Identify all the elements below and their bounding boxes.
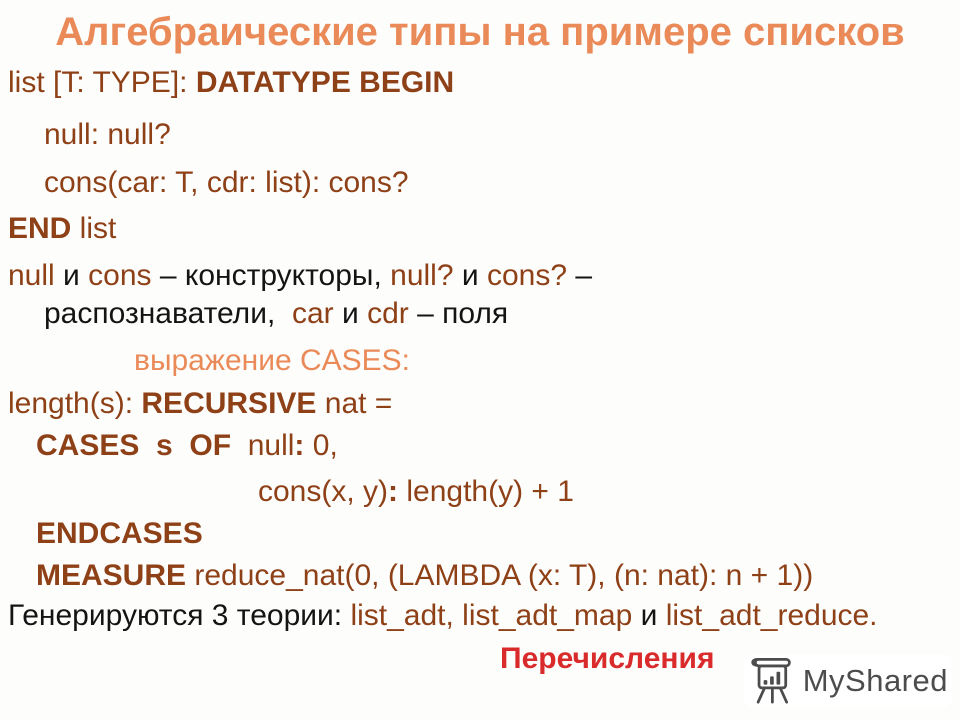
text-line-cons-case	[258, 473, 574, 511]
text-segment: – конструкторы,	[151, 259, 391, 292]
text-line-end	[8, 210, 116, 248]
text-line-datatype	[8, 64, 454, 102]
text-segment: – поля	[408, 297, 509, 330]
text-line-null	[44, 116, 171, 154]
text-segment: length(s):	[8, 387, 142, 420]
text-segment: 0,	[304, 429, 338, 462]
text-line-length	[8, 385, 392, 423]
text-segment: list	[71, 212, 117, 245]
myshared-logo[interactable]	[744, 654, 952, 708]
text-segment: null	[231, 429, 295, 462]
text-segment: Генерируются 3 теории:	[8, 599, 351, 632]
text-segment: cons?	[486, 259, 568, 292]
text-segment: MEASURE	[36, 559, 187, 592]
text-segment: reduce_nat(0, (LAMBDA (x: T), (n: nat): n + 1))	[186, 559, 814, 592]
text-segment: cdr	[367, 297, 409, 330]
text-segment: cons(car: T, cdr: list): cons?	[44, 166, 409, 199]
text-line-constructors	[8, 257, 592, 295]
text-segment: –	[567, 259, 593, 292]
text-segment: и	[632, 599, 666, 632]
text-line-measure	[36, 557, 813, 595]
text-segment: распознаватели,	[44, 297, 292, 330]
text-segment: и	[453, 259, 487, 292]
text-segment: cons	[88, 259, 152, 292]
text-segment: list_adt, list_adt_map	[350, 599, 633, 632]
text-segment: cons(x, y)	[258, 475, 389, 508]
text-segment: list_adt_reduce.	[665, 599, 878, 632]
slide-title: Алгебраические типы на примере списков	[55, 10, 905, 54]
text-line-enumerations	[500, 640, 714, 678]
myshared-logo-text: MyShared	[802, 663, 948, 698]
text-segment: END	[8, 212, 72, 245]
text-segment: null?	[390, 259, 454, 292]
text-line-cases	[36, 427, 338, 465]
text-segment: null	[8, 259, 55, 292]
text-segment: nat =	[316, 387, 393, 420]
text-segment: DATATYPE BEGIN	[195, 66, 455, 99]
text-segment: car	[291, 297, 334, 330]
text-line-endcases	[36, 515, 203, 553]
text-segment: и	[333, 297, 368, 330]
text-segment: RECURSIVE	[141, 387, 317, 420]
text-segment: :	[388, 475, 399, 508]
text-segment: length(y) + 1	[398, 475, 574, 508]
flipchart-chart-icon	[748, 656, 794, 706]
text-segment: list [T: TYPE]:	[8, 66, 196, 99]
text-line-cases-heading	[134, 342, 410, 380]
text-line-cons	[44, 164, 409, 202]
text-segment: null: null?	[44, 118, 171, 151]
text-line-recognizers	[44, 295, 508, 333]
text-segment: выражение CASES:	[134, 344, 411, 377]
text-segment: :	[294, 429, 305, 462]
text-segment: Перечисления	[500, 642, 715, 675]
text-segment: ENDCASES	[36, 517, 203, 550]
text-segment: CASES s OF	[36, 429, 232, 462]
text-segment: и	[54, 259, 89, 292]
text-line-theories	[8, 597, 878, 635]
